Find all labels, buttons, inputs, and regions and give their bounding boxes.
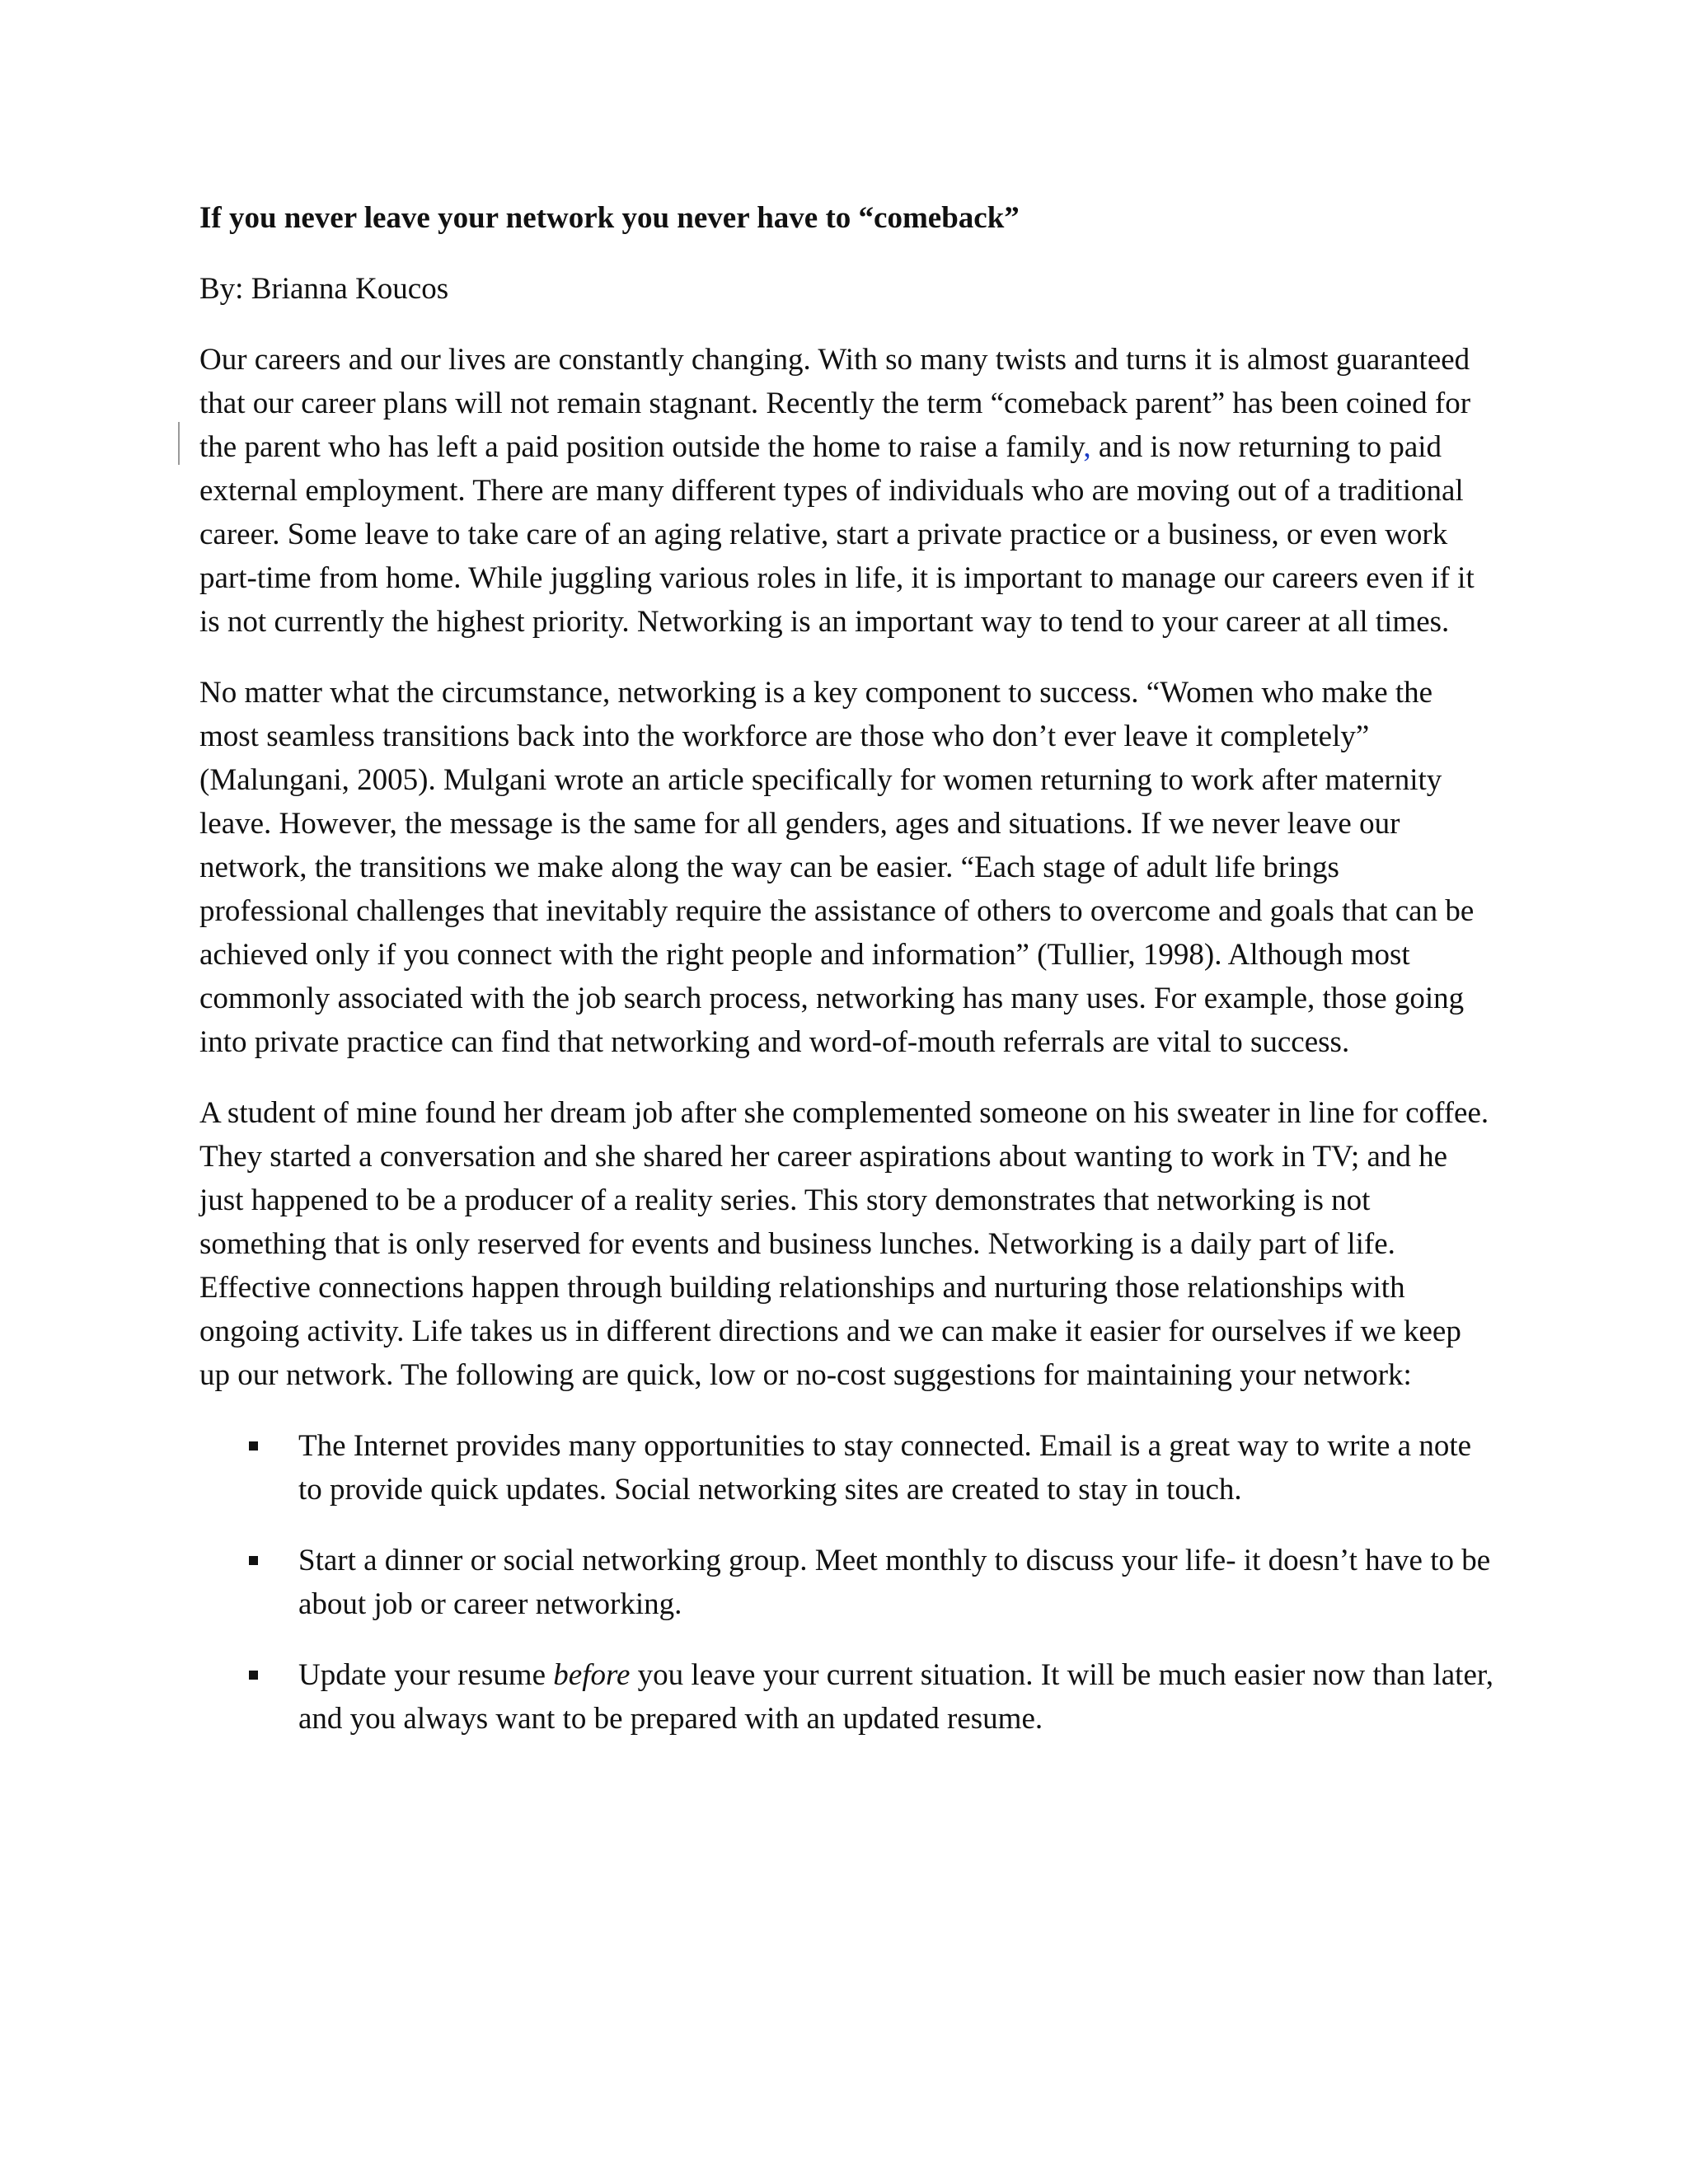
paragraph-1 <box>199 338 1493 644</box>
paragraph-1-part-a: Our careers and our lives are constantly changing. With so many twists and turns it is almost guaranteed that our career plans will not remain stagnant. Recently the term “comeback parent” has been coined for the parent who has left a paid position outside the home to raise a family <box>199 343 1471 464</box>
list-item-text: Start a dinner or social networking group. Meet monthly to discuss your life- it doesn’t have to be about job or career networking. <box>298 1544 1491 1621</box>
paragraph-2: No matter what the circumstance, networking is a key component to success. “Women who make the most seamless transitions back into the workforce are those who don’t ever leave it completely” (Malungani, 2005). Mulgani wrote an article specifically for women returning to work after maternity leave. However, the message is the same for all genders, ages and situations. If we never leave our network, the transitions we make along the way can be easier. “Each stage of adult life brings professional challenges that inevitably require the assistance of others to overcome and goals that can be achieved only if you connect with the right people and information” (Tullier, 1998). Although most commonly associated with the job search process, networking has many uses. For example, those going into private practice can find that networking and word-of-mouth referrals are vital to success. <box>199 676 1475 1059</box>
author-byline: By: Brianna Koucos <box>199 272 449 306</box>
change-bar <box>178 422 180 465</box>
square-bullet-icon <box>249 1671 258 1680</box>
list-item <box>199 1424 1493 1511</box>
paragraph-3: A student of mine found her dream job after she complemented someone on his sweater in line for coffee. They started a conversation and she shared her career aspirations about wanting to work in TV; and he just happened to be a producer of a reality series. This story demonstrates that networking is not something that is only reserved for events and business lunches. Networking is a daily part of life. Effective connections happen through building relationships and nurturing those relationships with ongoing activity. Life takes us in different directions and we can make it easier for ourselves if we keep up our network. The following are quick, low or no-cost suggestions for maintaining your network: <box>199 1096 1489 1392</box>
list-item-text-after: you leave your current situation. It will be much easier now than later, and you always want to be prepared with an updated resume. <box>298 1658 1493 1736</box>
square-bullet-icon <box>249 1441 258 1451</box>
tracked-change-comma: , <box>1083 430 1091 464</box>
article-title: If you never leave your network you never have to “comeback” <box>199 201 1020 235</box>
list-item-text: The Internet provides many opportunities to stay connected. Email is a great way to write a note to provide quick updates. Social networking sites are created to stay in touch. <box>298 1429 1472 1507</box>
list-item-text-before: Update your resume <box>298 1658 554 1692</box>
suggestions-list <box>199 1424 1493 1741</box>
list-item-text-italic: before <box>553 1658 631 1692</box>
list-item <box>199 1539 1493 1626</box>
square-bullet-icon <box>249 1556 258 1565</box>
paragraph-1-part-b: and is now returning to paid external employment. There are many different types of individuals who are moving out of a traditional career. Some leave to take care of an aging relative, start a private practice or a business, or even work part-time from home. While juggling various roles in life, it is important to manage our careers even if it is not currently the highest priority. Networking is an important way to tend to your career at all times. <box>199 430 1475 639</box>
document-body <box>199 196 1493 1768</box>
list-item <box>199 1653 1493 1741</box>
